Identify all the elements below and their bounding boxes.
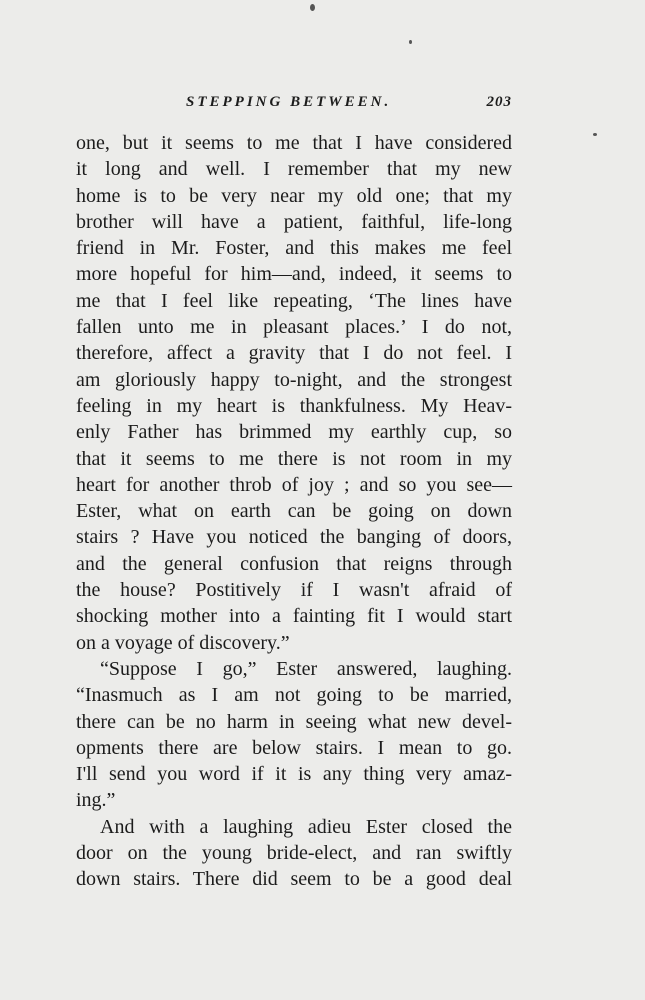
running-head: [76, 94, 512, 118]
text-line: And with a laughing adieu Ester closed the: [100, 815, 512, 838]
page-number: 203: [486, 94, 512, 110]
text-line: Ester, what on earth can be going on down: [76, 500, 512, 523]
text-line: down stairs. There did seem to be a good deal: [76, 868, 512, 891]
text-line: it long and well. I remember that my new: [76, 158, 512, 181]
text-line: ing.”: [76, 789, 116, 812]
text-line: stairs ? Have you noticed the banging of doors,: [76, 526, 512, 549]
print-speck: [593, 133, 597, 136]
text-line: door on the young bride-elect, and ran swiftly: [76, 842, 512, 865]
print-speck: [310, 4, 315, 11]
text-line: more hopeful for him—and, indeed, it seems to: [76, 263, 512, 286]
text-line: me that I feel like repeating, ‘The lines have: [76, 289, 512, 312]
running-title: STEPPING BETWEEN.: [186, 94, 392, 110]
text-line: home is to be very near my old one; that my: [76, 184, 512, 207]
text-line: there can be no harm in seeing what new devel-: [76, 710, 512, 733]
text-line: heart for another throb of joy ; and so you see—: [76, 473, 512, 496]
text-line: and the general confusion that reigns through: [76, 552, 512, 575]
text-line: that it seems to me there is not room in my: [76, 447, 512, 470]
text-line: fallen unto me in pleasant places.’ I do not,: [76, 316, 512, 339]
text-line: “Suppose I go,” Ester answered, laughing.: [100, 657, 512, 680]
text-line: shocking mother into a fainting fit I would start: [76, 605, 512, 628]
text-line: enly Father has brimmed my earthly cup, so: [76, 421, 512, 444]
text-line: I'll send you word if it is any thing very amaz-: [76, 763, 512, 786]
text-line: opments there are below stairs. I mean to go.: [76, 736, 512, 759]
text-line: on a voyage of discovery.”: [76, 631, 290, 654]
text-line: feeling in my heart is thankfulness. My Heav-: [76, 394, 512, 417]
text-line: am gloriously happy to-night, and the strongest: [76, 368, 512, 391]
text-line: “Inasmuch as I am not going to be married,: [76, 684, 512, 707]
text-line: therefore, affect a gravity that I do not feel. I: [76, 342, 512, 365]
body-text: [76, 130, 512, 893]
print-speck: [409, 40, 412, 44]
text-line: one, but it seems to me that I have considered: [76, 132, 512, 154]
text-line: the house? Postitively if I wasn't afraid of: [76, 579, 512, 602]
text-line: friend in Mr. Foster, and this makes me feel: [76, 237, 512, 260]
text-line: brother will have a patient, faithful, life-long: [76, 210, 512, 233]
